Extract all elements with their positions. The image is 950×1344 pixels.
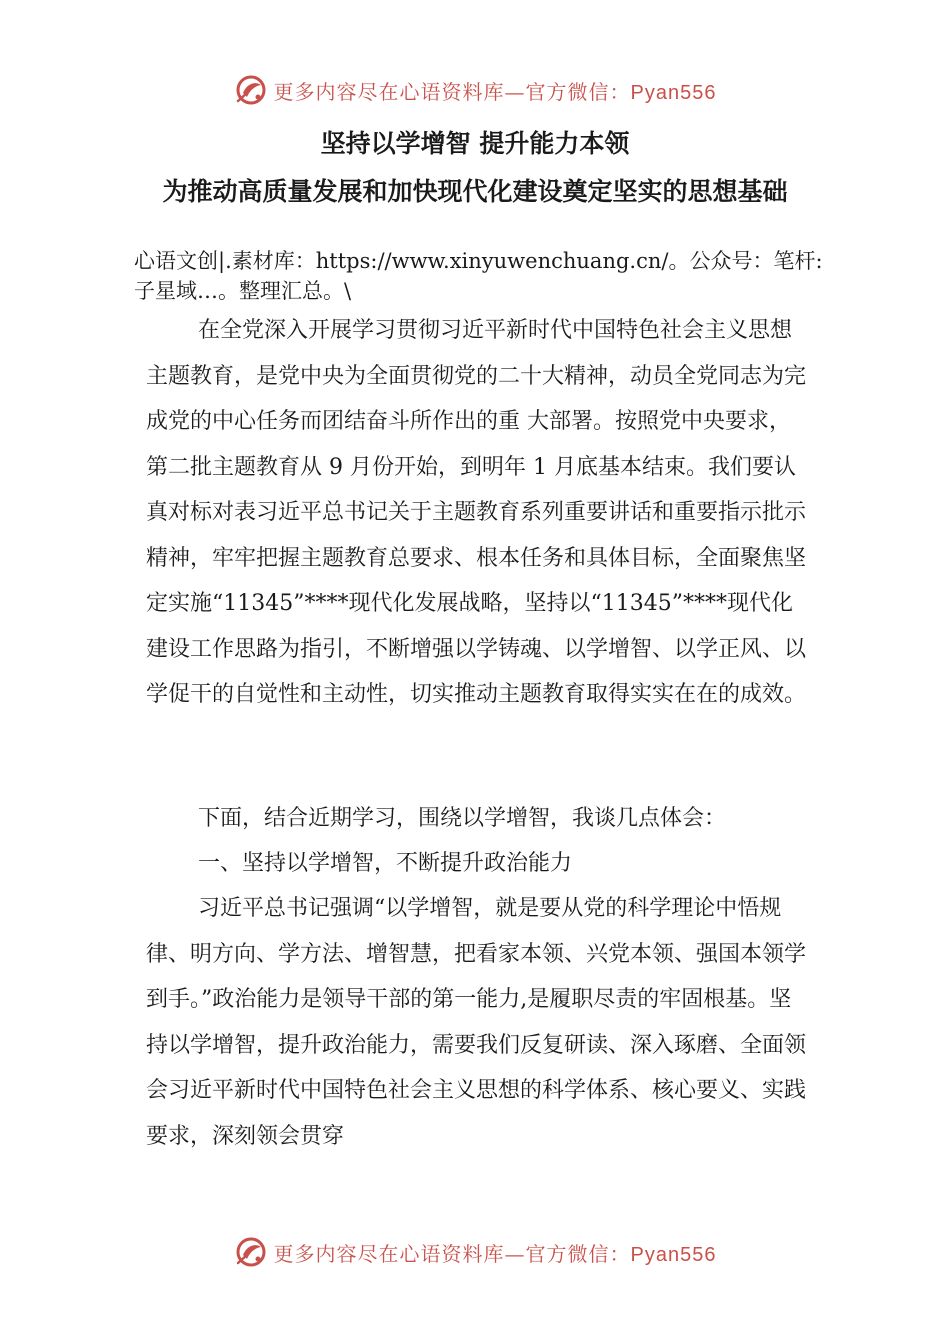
section-heading-1: 一、坚持以学增智，不断提升政治能力 <box>198 851 573 876</box>
logo-icon <box>234 73 268 107</box>
banner-text <box>274 76 717 105</box>
logo-icon <box>234 1235 268 1269</box>
banner-dash: — <box>504 79 526 104</box>
banner-text <box>274 1238 717 1267</box>
paragraph-section-1: 习近平总书记强调“以学增智，就是要从党的科学理论中悟规律、明方向、学方法、增智慧，把看家本领、兴党本领、强国本领学到手。”政治能力是领导干部的第一能力,是履职尽责的牢固根基。坚持以学增智，提升政治能力，需要我们反复研读、深入琢磨、全面领会习近平新时代中国特色社会主义思想的科学体系、核心要义、实践要求，深刻领会贯穿 <box>146 896 807 1149</box>
banner-dash: — <box>504 1241 526 1266</box>
header-watermark-banner <box>0 70 950 110</box>
paragraph-intro: 在全党深入开展学习贯彻习近平新时代中国特色社会主义思想主题教育，是党中央为全面贯彻党的二十大精神，动员全党同志为完成党的中心任务而团结奋斗所作出的重 大部署。按照党中央要求，第二批主题教育从 9 月份开始，到明年 1 月底基本结束。我们要认真对标对表习近平总书记关于主题教育系列重要讲话和重要指示批示精神，牢牢把握主题教育总要求、根本任务和具体目标，全面聚焦坚定实施“11345”****现代化发展战略，坚持以“11345”****现代化建设工作思路为指引，不断增强以学铸魂、以学增智、以学正风、以学促干的自觉性和主动性，切实推动主题教育取得实实在在的成效。 <box>146 318 807 707</box>
banner-main-text: 更多内容尽在心语资料库 <box>273 1241 505 1266</box>
source-note: 心语文创|.素材库：https://www.xinyuwenchuang.cn/。公众号：笔杆:子星域…。整理汇总。\ <box>134 249 823 303</box>
banner-wechat-id: Pyan556 <box>630 81 717 104</box>
banner-main-text: 更多内容尽在心语资料库 <box>273 79 505 104</box>
document-title-line1: 坚持以学增智 提升能力本领 <box>320 129 630 158</box>
paragraph-lead-in: 下面，结合近期学习，围绕以学增智，我谈几点体会： <box>198 806 727 831</box>
banner-wechat-label: 官方微信： <box>525 1241 631 1266</box>
banner-wechat-id: Pyan556 <box>630 1243 717 1266</box>
banner-wechat-label: 官方微信： <box>525 79 631 104</box>
document-title-line2: 为推动高质量发展和加快现代化建设奠定坚实的思想基础 <box>162 177 788 206</box>
footer-watermark-banner <box>0 1232 950 1272</box>
